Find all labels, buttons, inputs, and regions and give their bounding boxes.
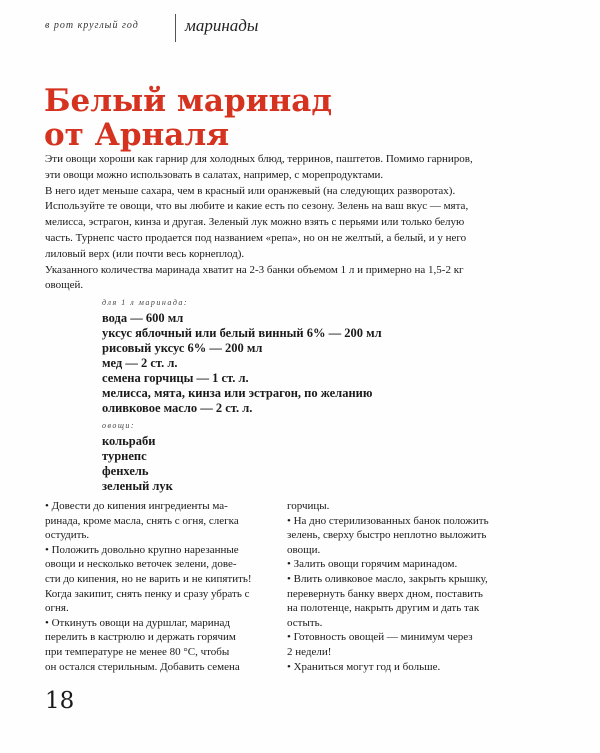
step-line: • Откинуть овощи на дуршлаг, маринад — [45, 616, 231, 629]
step-line: • Положить довольно крупно нарезанные — [45, 543, 239, 556]
step-line: при температуре не менее 80 °С, чтобы — [45, 645, 230, 658]
step-line: Когда закипит, снять пенку и сразу убрать с — [45, 587, 250, 600]
title-line: Белый маринад — [44, 83, 333, 119]
ingredient-item: вода — 600 мл — [102, 311, 184, 325]
step-line: огня. — [45, 602, 69, 615]
step-line: остыть. — [287, 616, 323, 629]
ingredient-item: мед — 2 ст. л. — [102, 356, 178, 370]
page-number: 18 — [45, 688, 75, 714]
vegetables-label: овощи: — [102, 421, 136, 430]
vegetable-item: фенхель — [102, 464, 149, 478]
vegetable-item: турнепс — [102, 449, 147, 463]
step-line: • Довести до кипения ингредиенты ма- — [45, 500, 228, 512]
step-line: • Влить оливковое масло, закрыть крышку, — [287, 572, 488, 585]
header-divider — [175, 14, 176, 42]
step-line: • Храниться могут год и больше. — [287, 660, 441, 673]
text-line: Используйте те овощи, что вы любите и какие есть по сезону. Зелень на ваш вкус — мята, — [45, 200, 469, 213]
marinade-label: для 1 л маринада: — [102, 298, 189, 307]
text-line: В него идет меньше сахара, чем в красный или оранжевый (на следующих разворотах). — [45, 184, 456, 197]
step-line: ринада, кроме масла, снять с огня, слегка — [45, 514, 239, 527]
steps-right-column — [287, 499, 489, 674]
text-line: лиловый верх (или почти весь корнеплод). — [45, 247, 245, 260]
vegetable-item: зеленый лук — [102, 479, 173, 493]
step-line: • Готовность овощей — минимум через — [287, 631, 473, 644]
text-line: мелисса, эстрагон, кинза и другая. Зеленый лук можно взять с перьями или только белую — [45, 216, 465, 229]
ingredient-item: уксус яблочный или белый винный 6% — 200 мл — [102, 326, 382, 340]
running-header-topic: маринады — [185, 16, 259, 35]
step-line: остудить. — [45, 529, 90, 542]
step-line: овощи. — [287, 543, 321, 556]
step-line: 2 недели! — [287, 645, 332, 658]
step-line: • Залить овощи горячим маринадом. — [287, 558, 458, 571]
step-line: • На дно стерилизованных банок положить — [287, 514, 489, 527]
ingredient-item: оливковое масло — 2 ст. л. — [102, 401, 253, 415]
vegetable-item: кольраби — [102, 434, 156, 448]
step-line: зелень, сверху быстро неплотно выложить — [287, 529, 487, 542]
text-line: часть. Турнепс часто продается под названием «репа», но он не желтый, а белый, и у него — [45, 231, 467, 244]
ingredient-item: семена горчицы — 1 ст. л. — [102, 371, 249, 385]
text-line: овощей. — [45, 279, 84, 292]
step-line: овощи и несколько веточек зелени, дове- — [45, 558, 237, 571]
ingredient-item: рисовый уксус 6% — 200 мл — [102, 341, 263, 355]
running-header-section: в рот круглый год — [45, 20, 139, 31]
text-line: эти овощи можно использовать в салатах, например, с морепродуктами. — [45, 168, 384, 181]
marinade-ingredients — [102, 311, 382, 416]
recipe-title — [44, 84, 332, 152]
step-line: перелить в кастрюлю и держать горячим — [45, 631, 236, 644]
step-line: на полотенце, накрыть другим и дать так — [287, 602, 480, 615]
vegetable-list — [102, 434, 173, 494]
step-line: сти до кипения, но не варить и не кипятить! — [45, 572, 252, 585]
text-line: Эти овощи хороши как гарнир для холодных блюд, терринов, паштетов. Помимо гарниров, — [45, 153, 473, 165]
step-line: перевернуть банку вверх дном, поставить — [287, 587, 483, 600]
intro-text — [45, 152, 473, 294]
step-line: горчицы. — [287, 500, 330, 512]
step-line: он остался стерильным. Добавить семена — [45, 660, 240, 673]
title-line: от Арналя — [44, 117, 230, 153]
text-line: Указанного количества маринада хватит на 2-3 банки объемом 1 л и примерно на 1,5-2 кг — [45, 263, 464, 276]
steps-left-column — [45, 499, 252, 674]
ingredient-item: мелисса, мята, кинза или эстрагон, по желанию — [102, 386, 373, 400]
